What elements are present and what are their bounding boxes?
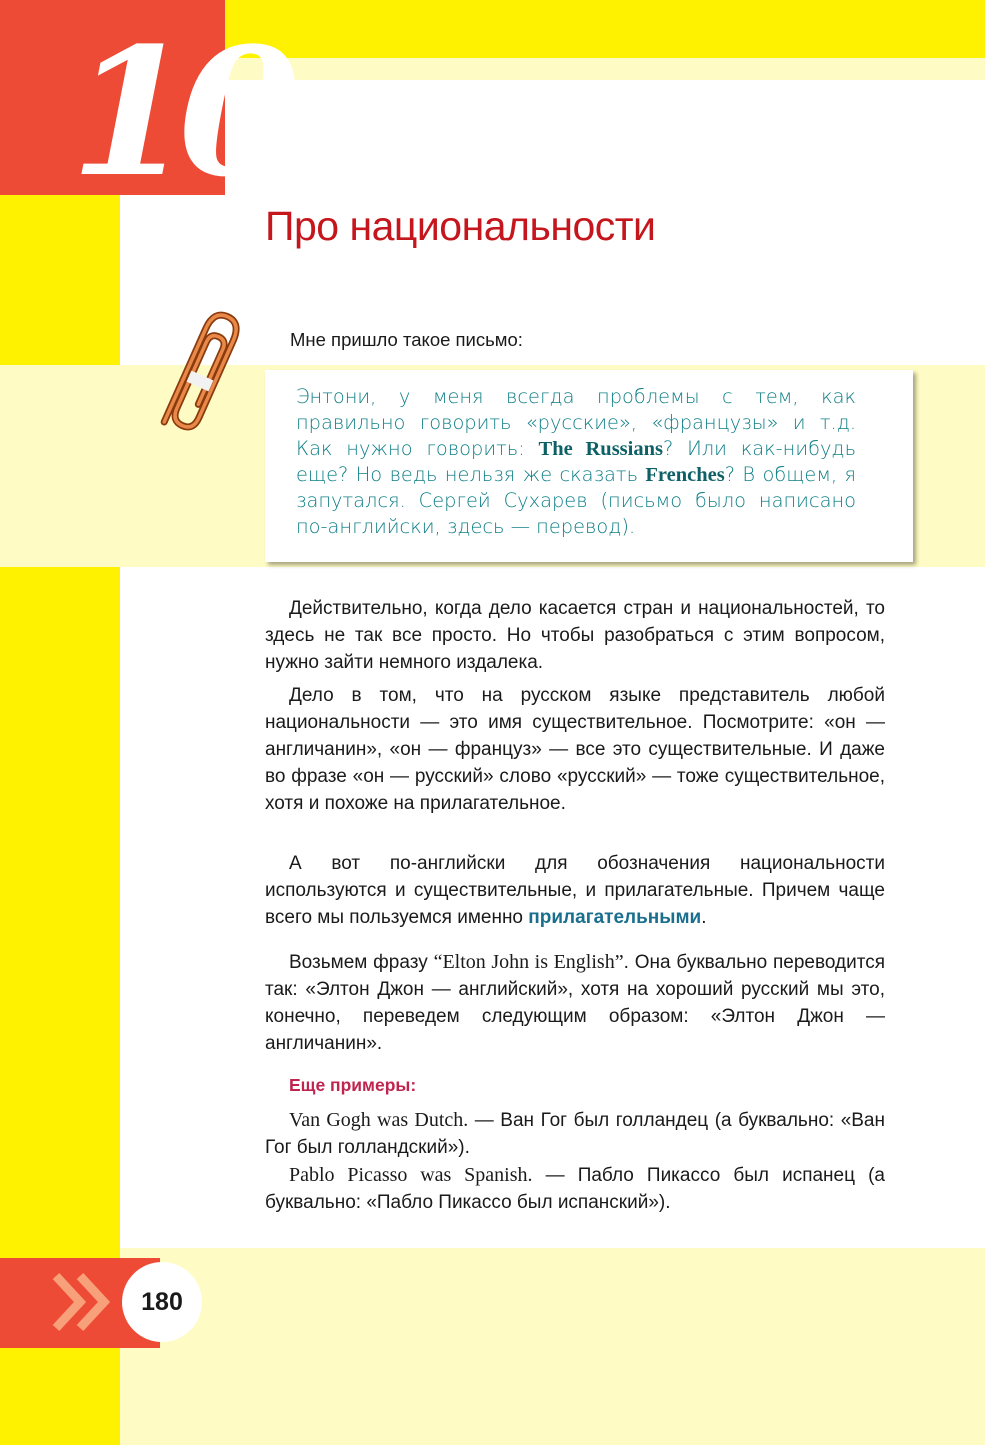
paragraph-3-main: А вот по-английски для обозначения национальности используются и существительные, и прилагательные. Причем чаще всего мы пользуемся именно [265, 853, 885, 928]
example-1-text [265, 1107, 885, 1161]
example-1-translation: — Ван Гог был голландец (а буквально: «Ван Гог был голландский»). [265, 1110, 885, 1158]
example-1-english: Van Gogh was Dutch. [289, 1109, 469, 1131]
letter-part3: ? В общем, я запутался. Сергей Сухарев (письмо было написано по-английски, здесь — перевод). [296, 463, 856, 538]
examples-heading: Еще примеры: [289, 1075, 417, 1095]
paragraph-4 [265, 949, 885, 1057]
double-chevron-right-icon [50, 1270, 120, 1334]
letter-text [296, 384, 856, 540]
left-yellow-stripe [0, 0, 120, 1445]
english-phrase: “Elton John is English” [433, 951, 624, 973]
highlight-adjectives: прилагательными [528, 907, 702, 928]
example-2-text [265, 1162, 885, 1216]
chapter-number: 10 [70, 9, 287, 216]
paragraph-2-text: Дело в том, что на русском языке представитель любой национальности — это имя существительное. Посмотрите: «он — англичанин», «он — француз» — все это существительные. И даже во фразе «он — русский» слово «русский» — тоже существительное, хотя и похоже на прилагательное. [265, 685, 885, 814]
top-cream-band [225, 58, 985, 80]
letter-part1: Энтони, у меня всегда проблемы с тем, как правильно говорить «русские», «французы» и т.д. Как нужно говорить: [296, 385, 856, 460]
letter-part2: ? Или как-нибудь еще? Но ведь нельзя же сказать [296, 437, 856, 486]
example-2-translation: — Пабло Пикассо был испанец (а буквально: «Пабло Пикассо был испанский»). [265, 1165, 886, 1213]
intro-line: Мне пришло такое письмо: [290, 329, 523, 350]
paragraph-4-text [265, 949, 885, 1057]
paragraph-4-start: Возьмем фразу [289, 952, 434, 973]
example-item [265, 1107, 885, 1161]
paragraph-3 [265, 850, 885, 931]
letter-card [265, 370, 913, 562]
example-2-english: Pablo Picasso was Spanish. [289, 1164, 533, 1186]
paragraph-4-rest: . Она буквально переводится так: «Элтон Джон — английский», хотя на хороший русский мы это, конечно, переведем следующим образом: «Элтон Джон — англичанин». [265, 952, 885, 1054]
paperclip-icon [148, 300, 243, 440]
page-number: 180 [122, 1262, 202, 1342]
paragraph-3-end: . [701, 907, 707, 928]
paragraph-3-text [265, 850, 885, 931]
paragraph-2 [265, 682, 885, 817]
letter-term-frenches: Frenches [645, 464, 725, 486]
page-title: Про национальности [265, 203, 656, 249]
example-item [265, 1162, 885, 1216]
paragraph-1-text: Действительно, когда дело касается стран и национальностей, то здесь не так все просто. Но чтобы разобраться с этим вопросом, нужно зайти немного издалека. [265, 598, 885, 673]
letter-term-russians: The Russians [538, 438, 663, 460]
top-yellow-band [225, 0, 985, 58]
paragraph-1 [265, 595, 885, 676]
